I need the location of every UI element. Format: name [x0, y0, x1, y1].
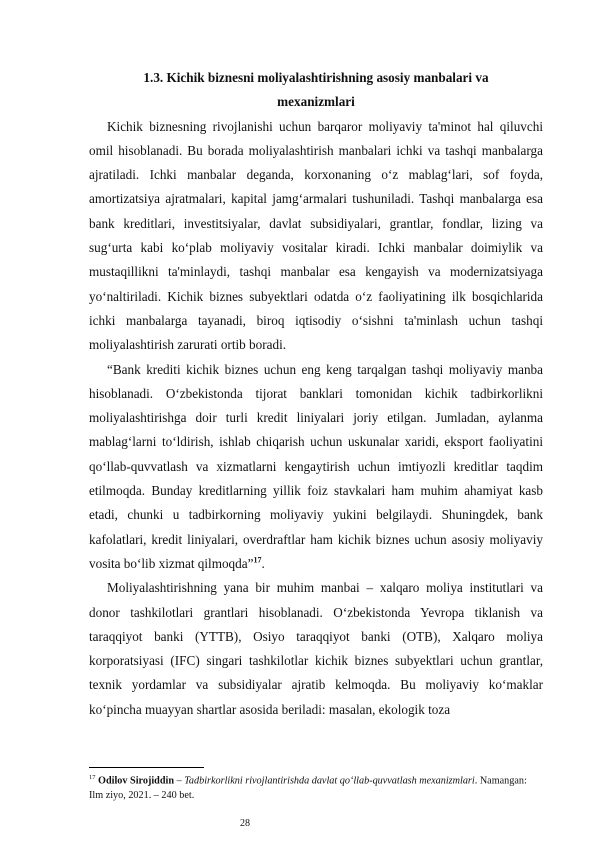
paragraph-2 — [89, 358, 543, 577]
footnote-publication: . Namangan: Ilm ziyo, 2021. – 240 bet. — [89, 775, 527, 802]
paragraph-1: Kichik biznesning rivojlanishi uchun barqaror moliyaviy ta'minot hal qiluvchi omil hisoblanadi. Bu borada moliyalashtirish manbalari ichki va tashqi manbalarga ajratiladi. Ichki manbalar deganda, korxonaning o‘z mablag‘lari, sof foyda, amortizatsiya ajratmalari, kapital jamg‘armalari tushuniladi. Tashqi manbalarga esa bank kreditlari, investitsiyalar, davlat subsidiyalari, grantlar, fondlar, lizing va sug‘urta kabi ko‘plab moliyaviy vositalar kiradi. Ichki manbalar doimiylik va mustaqillikni ta'minlaydi, tashqi manbalar esa kengayish va modernizatsiyaga yo‘naltiriladi. Kichik biznes subyektlari odatda o‘z faoliyatining ilk bosqichlarida ichki manbalarga tayanadi, biroq iqtisodiy o‘sishni ta'minlash uchun tashqi moliyalashtirish zarurati ortib boradi. — [89, 118, 543, 353]
footnote — [89, 770, 543, 803]
paragraph-3: Moliyalashtirishning yana bir muhim manbai – xalqaro moliya institutlari va donor tashkilotlari grantlari hisoblanadi. O‘zbekistonda Yevropa tiklanish va taraqqiyot banki (YTTB), Osiyo taraqqiyot banki (OTB), Xalqaro moliya korporatsiyasi (IFC) singari tashkilotlar kichik biznes subyektlari uchun grantlar, texnik yordamlar va subsidiyalar ajratib kelmoqda. Bu moliyaviy ko‘maklar ko‘pincha muayyan shartlar asosida beriladi: masalan, ekologik toza — [89, 580, 543, 717]
paragraph-2-text: “Bank krediti kichik biznes uchun eng keng tarqalgan tashqi moliyaviy manba hisoblanadi. O‘zbekistonda tijorat banklari tomonidan kichik tadbirkorlikni moliyalashtirishga doir turli kredit liniyalari joriy etilgan. Jumladan, aylanma mablag‘larni to‘ldirish, ishlab chiqarish uchun uskunalar xaridi, eksport faoliyatini qo‘llab-quvvatlash va xizmatlarni kengaytirish uchun imtiyozli kreditlar taqdim etilmoqda. Bunday kreditlarning yillik foiz stavkalari ham muhim ahamiyat kasb etadi, chunki u tadbirkorning moliyaviy yukini belgilaydi. Shuningdek, bank kafolatlari, kredit liniyalari, overdraftlar ham kichik biznes uchun asosiy moliyaviy vosita bo‘lib xizmat qilmoqda” — [89, 361, 543, 571]
page-body — [89, 66, 543, 722]
footnote-author: Odilov Sirojiddin — [98, 775, 175, 787]
section-heading-line1: 1.3. Kichik biznesni moliyalashtirishning asosiy manbalari va — [143, 70, 489, 85]
footnote-reference[interactable]: 17 — [253, 555, 262, 565]
section-heading — [89, 66, 543, 115]
page-number: 28 — [240, 818, 250, 829]
section-heading-line2: mexanizmlari — [277, 94, 355, 110]
footnote-number: 17 — [89, 774, 96, 781]
footnote-dash: – — [174, 775, 185, 787]
paragraph-2-end: . — [261, 555, 265, 571]
footnote-title: Tadbirkorlikni rivojlantirishda davlat qo‘llab-quvvatlash mexanizmlari — [184, 775, 475, 787]
footnote-separator — [89, 767, 204, 768]
